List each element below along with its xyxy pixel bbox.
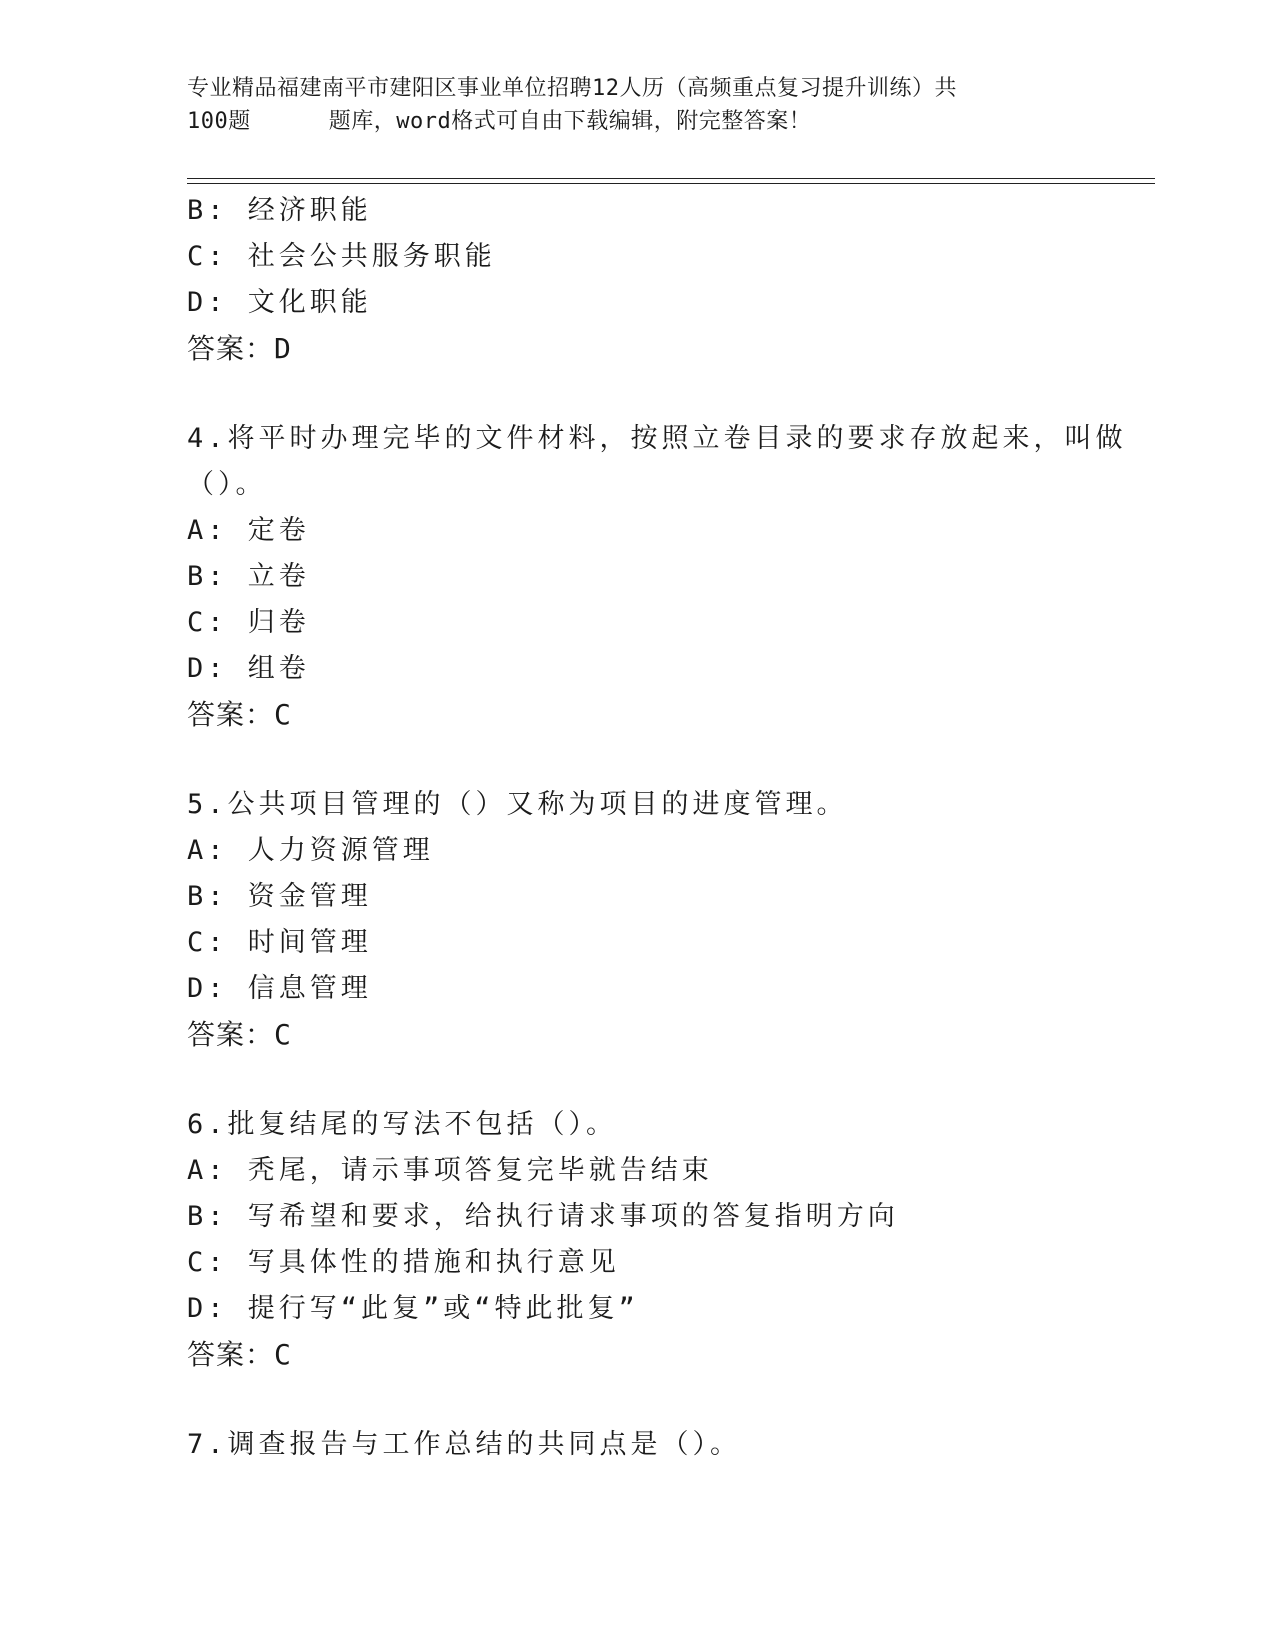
question-stem: 4.将平时办理完毕的文件材料，按照立卷目录的要求存放起来，叫做 [187, 423, 1127, 454]
question-4 [187, 416, 1127, 738]
option-b: B: 经济职能 [187, 195, 372, 226]
header-question-count: 100题 [187, 109, 251, 134]
question-3-tail [187, 188, 1087, 372]
question-6 [187, 1102, 1087, 1378]
option-d: D: 组卷 [187, 653, 310, 684]
option-d: D: 提行写“此复”或“特此批复” [187, 1293, 639, 1324]
question-stem: 5.公共项目管理的（）又称为项目的进度管理。 [187, 789, 848, 820]
answer: 答案：C [187, 1018, 292, 1051]
answer: 答案：D [187, 332, 292, 365]
header-divider-top [187, 178, 1155, 179]
option-b: B: 资金管理 [187, 881, 372, 912]
question-stem: 7.调查报告与工作总结的共同点是（）。 [187, 1429, 742, 1460]
option-a: A: 秃尾，请示事项答复完毕就告结束 [187, 1155, 713, 1186]
option-a: A: 定卷 [187, 515, 310, 546]
question-stem: 6.批复结尾的写法不包括（）。 [187, 1109, 618, 1140]
option-d: D: 文化职能 [187, 287, 372, 318]
header-divider-bottom [187, 183, 1155, 184]
option-a: A: 人力资源管理 [187, 835, 434, 866]
option-c: C: 归卷 [187, 607, 310, 638]
answer: 答案：C [187, 1338, 292, 1371]
question-5 [187, 782, 1087, 1058]
document-header [187, 72, 1067, 138]
option-c: C: 时间管理 [187, 927, 372, 958]
header-line-1: 专业精品福建南平市建阳区事业单位招聘12人历（高频重点复习提升训练）共 [187, 76, 957, 101]
option-d: D: 信息管理 [187, 973, 372, 1004]
option-b: B: 立卷 [187, 561, 310, 592]
question-stem-continued: （）。 [187, 469, 267, 500]
header-description: 题库，word格式可自由下载编辑，附完整答案！ [328, 109, 812, 134]
option-c: C: 写具体性的措施和执行意见 [187, 1247, 620, 1278]
option-b: B: 写希望和要求，给执行请求事项的答复指明方向 [187, 1201, 899, 1232]
option-c: C: 社会公共服务职能 [187, 241, 496, 272]
question-list [187, 188, 1127, 1468]
header-line-2 [187, 105, 1067, 138]
question-7 [187, 1422, 1087, 1468]
answer: 答案：C [187, 698, 292, 731]
